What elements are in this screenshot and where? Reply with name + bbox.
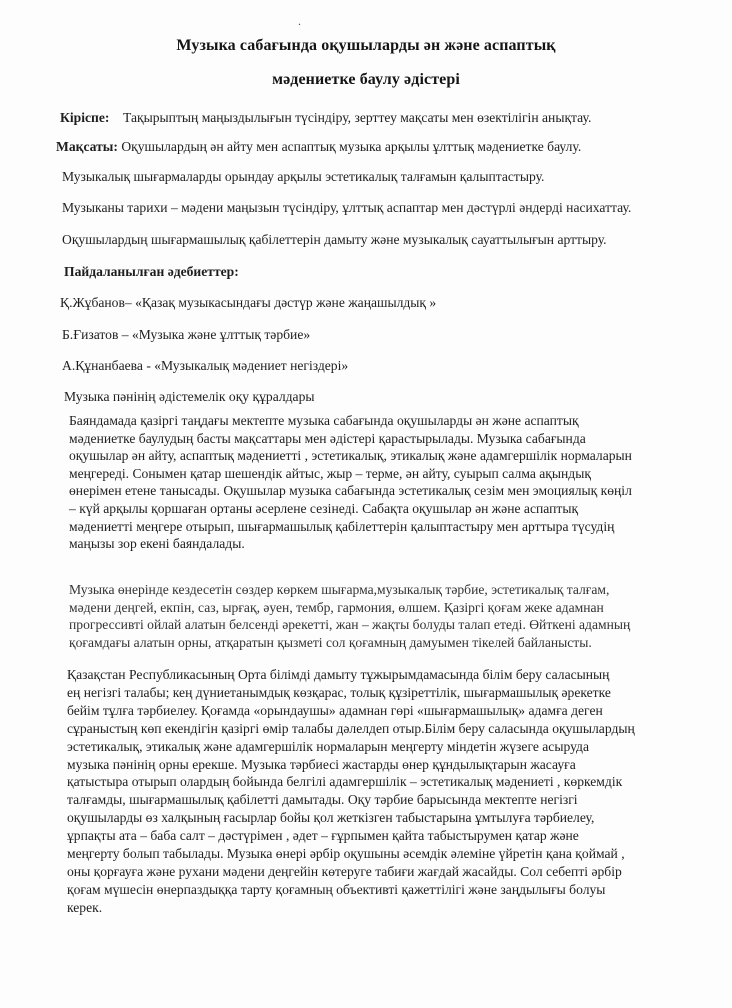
paragraph-line: керек. xyxy=(67,899,103,915)
reference-item: Музыка пәнінің әдістемелік оқу құралдары xyxy=(64,389,315,404)
paragraph-3 xyxy=(67,666,667,917)
paragraph-line: сұраныстың көп екендігін қазіргі өмір талабы дәлелдеп отыр.Білім беру саласында оқушылардың xyxy=(67,720,635,736)
paragraph-1 xyxy=(69,412,669,553)
paragraph-line: маңызы зор екені баяндалады. xyxy=(69,536,245,552)
paragraph-line: мәдени деңгей, екпін, саз, ырғақ, әуен, тембр, гармония, өлшем. Қазіргі қоғам жеке адамнан xyxy=(69,599,604,615)
references-heading xyxy=(64,264,239,280)
reference-item: А.Құнанбаева - «Музыкалық мәдениет негіздері» xyxy=(62,358,349,373)
paragraph-line: қатыстыра отырып олардың бойында белгілі адамгершілік – эстетикалық мәдениеті , көркемдік xyxy=(67,774,623,790)
paragraph-line: бейім тұлға тәрбиелеу. Қоғамда «орындаушы» адамнан гөрі «шығармашылық» адамға деген xyxy=(67,702,603,718)
paragraph-line: оқушылар ән айту, аспаптық мәдениетті , эстетикалық, этикалық және адамгершілік нормаларын xyxy=(69,448,632,464)
paragraph-line: прогрессивті ойлай алатын белсенді әрекетті, жан – жақты болуды талап етеді. Өйткені адамның xyxy=(69,617,631,633)
reference-item: Б.Ғизатов – «Музыка және ұлттық тәрбие» xyxy=(62,327,311,342)
paragraph-line: мәдениетке баулудың басты мақсаттары мен әдістері қарастырылады. Музыка сабағында xyxy=(69,430,586,446)
paragraph-line: ең негізгі талабы; кең дүниетанымдық көзқарас, толық құзіреттілік, шығармашылық әрекетке xyxy=(67,684,611,700)
goal-item-4: Оқушылардың шығармашылық қабілеттерін дамыту және музыкалық сауаттылығын арттыру. xyxy=(62,232,607,247)
paragraph-line: ұрпақты ата – баба салт – дәстүрімен , әдет – ғұрпымен қайта табыстырумен қатар және xyxy=(67,828,579,844)
title-line-1: Музыка сабағында оқушыларды ән және аспаптық xyxy=(176,37,556,54)
goal-text: Оқушылардың ән айту мен аспаптық музыка арқылы ұлттық мәдениетке баулу. xyxy=(121,139,582,154)
paragraph-line: Қазақстан Республикасының Орта білімді дамыту тұжырымдамасында білім беру саласының xyxy=(67,667,610,682)
paragraph-line: оны қорғауға және рухани мәдени деңгейін көтеруге табиғи жағдай жасайды. Сол себепті әрбір xyxy=(67,863,622,879)
paragraph-line: қоғам мүшесін өнерпаздыққа тарту қоғамның объективті қажеттілігі және заңдылығы болуы xyxy=(67,881,606,897)
paragraph-2 xyxy=(69,581,669,651)
corner-mark: . xyxy=(298,14,301,28)
paragraph-line: мәдениетті меңгере отырып, шығармашылық қабілеттерін қалыптастыру мен арттыра түсудің xyxy=(69,518,615,534)
paragraph-line: эстетикалық, этикалық және адамгершілік нормаларын меңгерту міндетін жүзеге асыруда xyxy=(67,738,589,754)
paragraph-line: меңгерту болып табылады. Музыка өнері әрбір оқушыны әсемдік әлеміне үйретін қана қоймай , xyxy=(67,846,625,862)
paragraph-line: оқушыларды өз халқының ғасырлар бойы қол жеткізген табыстарына ұмтылуға тәрбиелеу, xyxy=(67,810,595,826)
paragraph-line: қоғамдағы алатын орны, атқаратын қызметі сол қоғамның дамуымен тікелей байланысты. xyxy=(69,634,592,650)
reference-item: Қ.Жұбанов– «Қазақ музыкасындағы дәстүр және жаңашылдық » xyxy=(60,295,437,310)
references-heading-text: Пайдаланылған әдебиеттер: xyxy=(64,264,239,279)
paragraph-line: Баяндамада қазіргі таңдағы мектепте музыка сабағында оқушыларды ән және аспаптық xyxy=(69,413,579,428)
goal-item-2: Музыкалық шығармаларды орындау арқылы эстетикалық талғамын қалыптастыру. xyxy=(62,169,545,184)
paragraph-line: меңгереді. Сонымен қатар шешендік айтыс, жыр – терме, ән айту, суырып салма ақындық xyxy=(69,465,591,481)
paragraph-line: – күй арқылы қоршаған ортаны әсерлене сезінеді. Сабақта оқушылар ән және аспаптық xyxy=(69,500,579,516)
paragraph-line: талғамды, шығармашылық қабілетті дамытады. Оқу тәрбие барысында мектепте негізгі xyxy=(67,792,578,808)
goal-item-3: Музыканы тарихи – мәдени маңызын түсіндіру, ұлттық аспаптар мен дәстүрлі әндерді насихаттау. xyxy=(62,200,632,215)
goal-label: Мақсаты: xyxy=(56,139,118,154)
intro-label: Кіріспе: xyxy=(60,110,110,125)
title-line-2: мәдениетке баулу әдістері xyxy=(272,71,460,88)
intro-line xyxy=(60,110,591,126)
paragraph-line: өнерімен етене танысады. Оқушылар музыка сабағында эстетикалық сезім мен эмоциялық көңіл xyxy=(69,483,632,499)
intro-text: Тақырыптың маңыздылығын түсіндіру, зерттеу мақсаты мен өзектілігін анықтау. xyxy=(123,110,592,125)
goal-line xyxy=(56,139,581,155)
paragraph-line: музыка пәнінің орны ерекше. Музыка тәрбиесі жастарды өнер құндылықтарын жасауға xyxy=(67,756,576,772)
paragraph-line: Музыка өнерінде кездесетін сөздер көркем шығарма,музыкалық тәрбие, эстетикалық талғам, xyxy=(69,582,610,597)
